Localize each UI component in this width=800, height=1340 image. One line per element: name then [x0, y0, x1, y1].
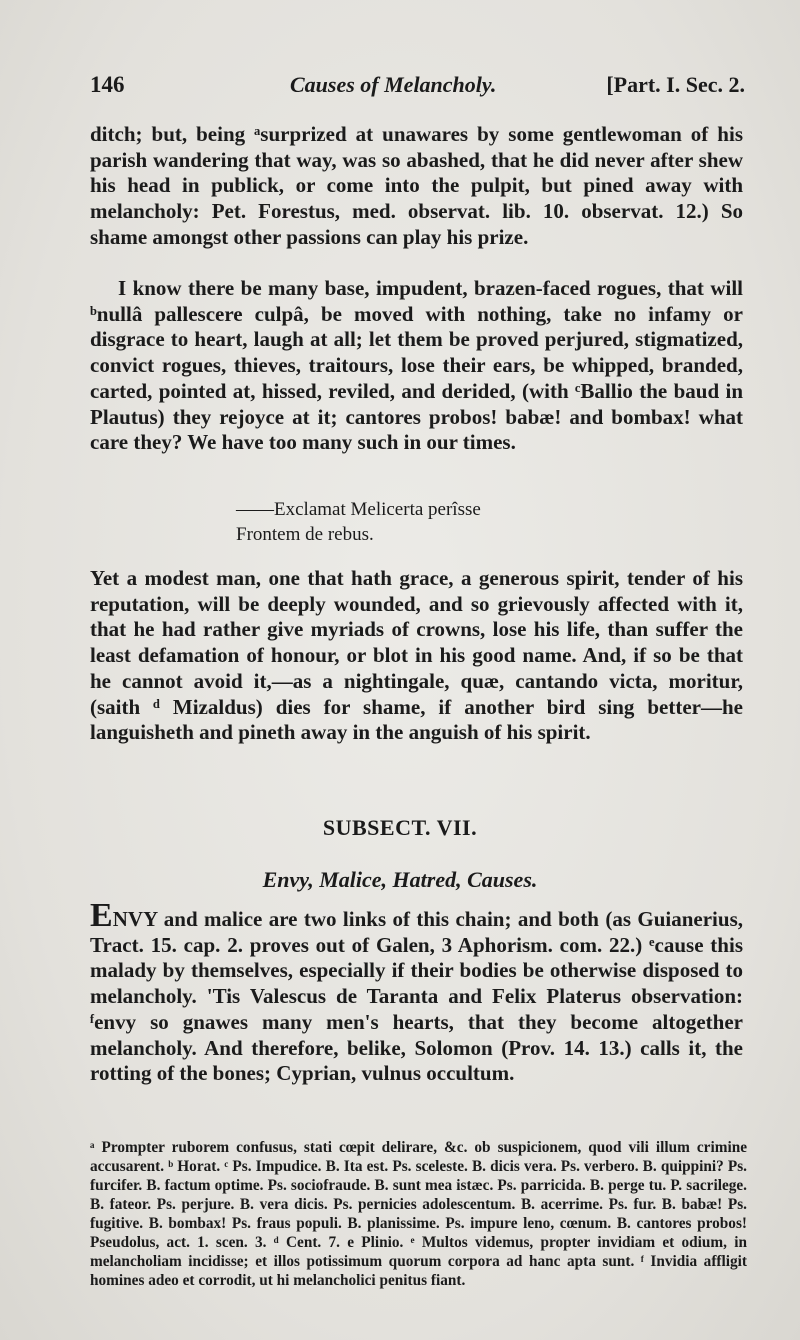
paragraph-rest: NVY and malice are two links of this chain; and both (as Guianerius, Tract. 15. cap. 2. proves out of Galen, 3 Aphorism. com. 22.) ᵉcause this malady by themselves, especially if their bodies be otherwise disposed to melancholy. 'Tis Valescus de Taranta and Felix Platerus observation: ᶠenvy so gnawes many men's hearts, that they become altogether melancholy. And therefore, belike, Solomon (Prov. 14. 13.) calls it, the rotting of the bones; Cyprian, vulnus occultum.	[90, 907, 743, 1086]
paragraph-text: ditch; but, being ᵃsurprized at unawares by some gentlewoman of his parish wandering that way, was so abashed, that he did never after shew his head in publick, or come into the pulpit, but pined away with melancholy: Pet. Forestus, med. observat. lib. 10. observat. 12.) So shame amongst other passions can play his prize.	[90, 122, 743, 249]
paragraph-4	[90, 897, 743, 1087]
page-number: 146	[90, 72, 125, 97]
drop-cap: E	[90, 897, 113, 934]
footnote-f: ᶠ Invidia affligit homines adeo et corrodit, ut hi melancholici penitus fiant.	[90, 1253, 747, 1289]
subsection-subtitle: Envy, Malice, Hatred, Causes.	[262, 867, 538, 892]
paragraph-2	[90, 276, 743, 456]
paragraph-text	[90, 897, 743, 1087]
paragraph-text: Yet a modest man, one that hath grace, a generous spirit, tender of his reputation, will be deeply wounded, and so grievously affected with it, that he had rather give myriads of crowns, lose his life, than suffer the least defamation of honour, or blot in his good name. And, if so be that he cannot avoid it,—as a nightingale, quæ, cantando victa, moritur, (saith ᵈ Mizaldus) dies for shame, if another bird sing better—he languisheth and pineth away in the anguish of his spirit.	[90, 566, 743, 745]
footnote-e: ᵉ Multos videmus, propter invidiam et odium, in melancholiam incidisse; et illos potissimum quorum corpora ad hanc apta sunt.	[90, 1234, 748, 1270]
footnote-d: ᵈ Cent. 7. e Plinio.	[273, 1234, 404, 1251]
verse-quotation	[236, 497, 636, 547]
page-header	[90, 70, 745, 106]
footnote-b: ᵇ Horat.	[168, 1158, 221, 1175]
footnotes	[90, 1138, 747, 1290]
verse-line-2: Frontem de rebus.	[236, 524, 374, 545]
footnote-text	[90, 1138, 747, 1290]
part-section-label: [Part. I. Sec. 2.	[606, 72, 745, 97]
footnote-a: ᵃ Prompter ruborem confusus, stati cœpit delirare, &c. ob suspicionem, quod vili illum crimine accusarent.	[90, 1139, 747, 1175]
footnote-c: ᶜ Ps. Impudice. B. Ita est. Ps. sceleste. B. dicis vera. Ps. verbero. B. quippini? Ps. furcifer. B. factum optime. Ps. sociofraude. B. sunt mea istæc. Ps. parricida. B. perge tu. P. sacrilege. B. fateor. Ps. perjure. B. vera dicis. Ps. pernicies adolescentum. B. acerrime. Ps. fur. B. babæ! Ps. fugitive. B. bombax! Ps. fraus populi. B. planissime. Ps. impure leno, cœnum. B. cantores probos! Pseudolus, act. 1. scen. 3.	[90, 1158, 748, 1251]
paragraph-text: I know there be many base, impudent, brazen-faced rogues, that will ᵇnullâ pallescere culpâ, be moved with nothing, take no infamy or disgrace to heart, laugh at all; let them be proved perjured, stigmatized, convict rogues, thieves, traitours, lose their ears, be whipped, branded, carted, pointed at, hissed, reviled, and derided, (with ᶜBallio the baud in Plautus) they rejoyce at it; cantores probos! babæ! and bombax! what care they? We have too many such in our times.	[90, 276, 743, 455]
paragraph-1	[90, 122, 743, 251]
subsection-heading: SUBSECT. VII.	[322, 815, 478, 840]
running-title: Causes of Melancholy.	[290, 72, 497, 97]
paragraph-3	[90, 566, 743, 746]
verse-line-1: ——Exclamat Melicerta perîsse	[236, 499, 481, 520]
